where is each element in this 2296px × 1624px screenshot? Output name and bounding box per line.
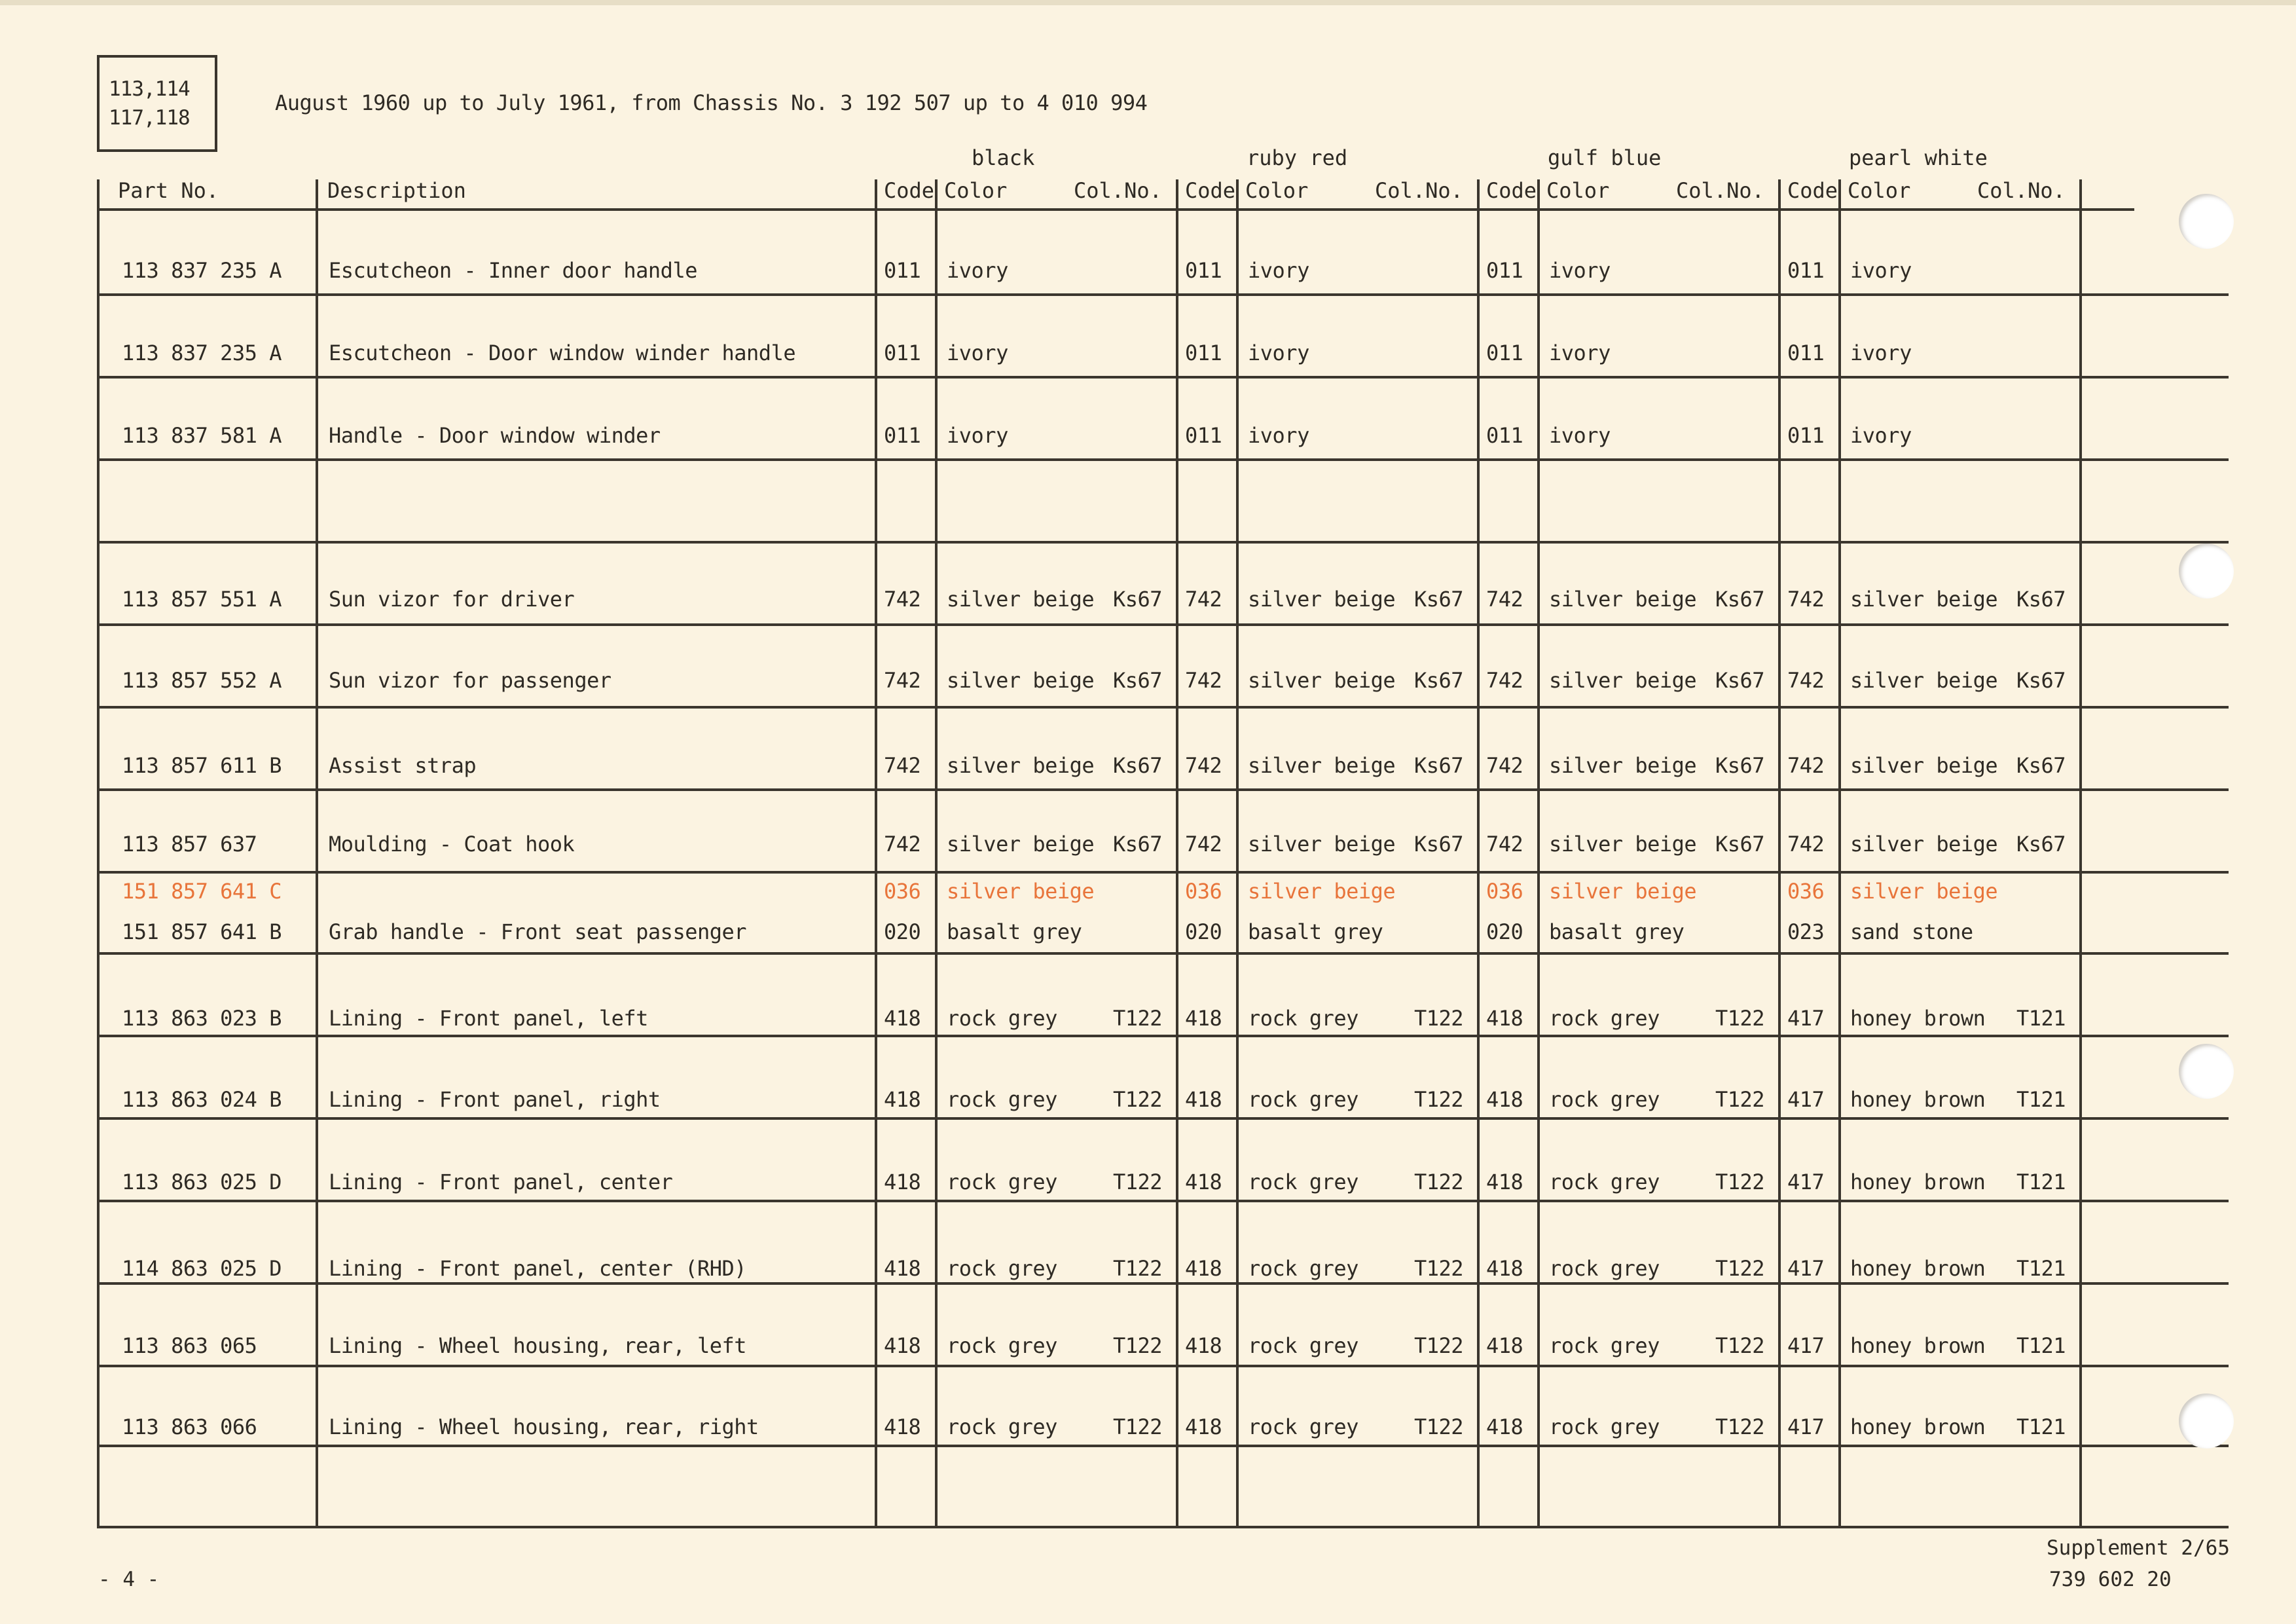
color-name-cell: ivory — [1248, 423, 1309, 448]
color-code: 011 — [1185, 258, 1222, 283]
part-number: 113 837 235 A — [122, 341, 282, 365]
col-number: T122 — [1113, 1414, 1163, 1439]
color-name-cell: honey brown — [1850, 1006, 1986, 1031]
color-code: 418 — [1185, 1414, 1222, 1439]
col-number: Ks67 — [2016, 832, 2066, 857]
model-line-2: 117,118 — [109, 106, 190, 130]
color-name-cell: honey brown — [1850, 1414, 1986, 1439]
color-name-cell: rock grey — [947, 1170, 1057, 1194]
color-name-cell: rock grey — [947, 1087, 1057, 1112]
color-name-cell: ivory — [1850, 341, 1912, 365]
part-description: Lining - Front panel, left — [329, 1006, 648, 1031]
color-name-cell: rock grey — [947, 1333, 1057, 1358]
part-number: 113 837 235 A — [122, 258, 282, 283]
color-code: 036 — [1486, 879, 1523, 904]
top-edge — [0, 0, 2296, 5]
color-name-cell: rock grey — [947, 1414, 1057, 1439]
color-code: 418 — [1185, 1333, 1222, 1358]
color-name-cell: rock grey — [1549, 1170, 1660, 1194]
color-name-cell: rock grey — [1248, 1006, 1358, 1031]
color-code: 418 — [1486, 1256, 1523, 1281]
color-name-cell: rock grey — [1248, 1414, 1358, 1439]
part-number: 113 863 066 — [122, 1414, 257, 1439]
color-name-cell: honey brown — [1850, 1256, 1986, 1281]
color-name-cell: ivory — [1549, 258, 1611, 283]
color-name-cell: ivory — [947, 258, 1008, 283]
part-description: Lining - Wheel housing, rear, right — [329, 1414, 759, 1439]
color-name-cell: silver beige — [947, 587, 1095, 612]
part-description: Grab handle - Front seat passenger — [329, 919, 747, 944]
color-code: 011 — [1486, 341, 1523, 365]
color-name-cell: silver beige — [1248, 587, 1396, 612]
header-description: Description — [327, 178, 466, 203]
color-code: 417 — [1787, 1333, 1825, 1358]
color-code: 036 — [884, 879, 921, 904]
column-divider — [1477, 179, 1480, 1526]
col-number: T121 — [2016, 1087, 2066, 1112]
col-number: T121 — [2016, 1414, 2066, 1439]
color-name-cell: honey brown — [1850, 1170, 1986, 1194]
header-color: Color — [944, 178, 1008, 203]
color-name-cell: ivory — [947, 341, 1008, 365]
col-number: Ks67 — [1113, 753, 1163, 778]
color-code: 742 — [1787, 587, 1825, 612]
part-description: Lining - Wheel housing, rear, left — [329, 1333, 747, 1358]
row-divider — [97, 376, 2229, 378]
header-color: Color — [1546, 178, 1610, 203]
column-divider — [1778, 179, 1781, 1526]
color-code: 011 — [1787, 423, 1825, 448]
col-number: Ks67 — [1414, 587, 1464, 612]
header-color: Color — [1245, 178, 1309, 203]
color-name-cell: honey brown — [1850, 1087, 1986, 1112]
color-code: 020 — [884, 919, 921, 944]
color-code: 418 — [1185, 1256, 1222, 1281]
color-name-cell: rock grey — [947, 1006, 1057, 1031]
color-code: 011 — [1486, 258, 1523, 283]
header-code: Code — [1185, 178, 1236, 203]
color-code: 011 — [884, 341, 921, 365]
row-divider — [97, 788, 2229, 791]
color-name-cell: silver beige — [1850, 668, 1998, 693]
page-title: August 1960 up to July 1961, from Chassis No. 3 192 507 up to 4 010 994 — [275, 90, 1148, 115]
color-code: 418 — [884, 1087, 921, 1112]
col-number: T122 — [1715, 1333, 1765, 1358]
paint-color-1: ruby red — [1247, 145, 1348, 170]
color-name-cell: rock grey — [1248, 1170, 1358, 1194]
col-number: Ks67 — [2016, 753, 2066, 778]
color-code: 011 — [1185, 341, 1222, 365]
color-code: 011 — [1486, 423, 1523, 448]
color-name-cell: silver beige — [1850, 753, 1998, 778]
color-name-cell: ivory — [1850, 258, 1912, 283]
color-name-cell: silver beige — [1549, 668, 1697, 693]
color-name-cell: sand stone — [1850, 919, 1973, 944]
col-number: T122 — [1113, 1333, 1163, 1358]
header-code: Code — [1486, 178, 1537, 203]
part-number: 113 857 551 A — [122, 587, 282, 612]
color-name-cell: rock grey — [1549, 1256, 1660, 1281]
col-number: Ks67 — [1113, 587, 1163, 612]
color-code: 417 — [1787, 1256, 1825, 1281]
col-number: Ks67 — [1414, 668, 1464, 693]
part-number: 113 837 581 A — [122, 423, 282, 448]
color-name-cell: silver beige — [947, 832, 1095, 857]
part-number: 113 857 552 A — [122, 668, 282, 693]
part-number: 113 863 025 D — [122, 1170, 282, 1194]
col-number: T122 — [1715, 1170, 1765, 1194]
col-number: T122 — [1715, 1087, 1765, 1112]
col-number: Ks67 — [1414, 753, 1464, 778]
part-description: Sun vizor for driver — [329, 587, 575, 612]
color-name-cell: honey brown — [1850, 1333, 1986, 1358]
col-number: T122 — [1414, 1414, 1464, 1439]
color-code: 020 — [1185, 919, 1222, 944]
color-code: 417 — [1787, 1414, 1825, 1439]
color-code: 742 — [1787, 668, 1825, 693]
col-number: T122 — [1113, 1006, 1163, 1031]
part-number: 151 857 641 B — [122, 919, 282, 944]
column-divider — [875, 179, 877, 1526]
row-divider — [97, 1526, 2229, 1528]
part-description: Escutcheon - Door window winder handle — [329, 341, 796, 365]
row-divider — [97, 1445, 2229, 1447]
color-name-cell: silver beige — [947, 879, 1095, 904]
header-col-no: Col.No. — [1074, 178, 1162, 203]
column-divider — [1537, 179, 1540, 1526]
color-code: 742 — [1486, 753, 1523, 778]
col-number: Ks67 — [1113, 668, 1163, 693]
row-divider — [97, 208, 2134, 211]
color-name-cell: rock grey — [1549, 1414, 1660, 1439]
header-color: Color — [1848, 178, 1911, 203]
supplement-label: Supplement 2/65 — [2047, 1536, 2230, 1560]
paint-color-3: pearl white — [1849, 145, 1988, 170]
paint-color-0: black — [972, 145, 1035, 170]
color-code: 417 — [1787, 1170, 1825, 1194]
color-code: 418 — [1486, 1006, 1523, 1031]
color-code: 742 — [1185, 587, 1222, 612]
color-name-cell: silver beige — [1248, 668, 1396, 693]
col-number: T122 — [1715, 1414, 1765, 1439]
binder-hole — [2179, 194, 2234, 249]
color-code: 011 — [884, 423, 921, 448]
part-number: 113 863 023 B — [122, 1006, 282, 1031]
color-name-cell: ivory — [1549, 423, 1611, 448]
color-code: 742 — [884, 832, 921, 857]
color-code: 742 — [1787, 832, 1825, 857]
color-name-cell: rock grey — [1248, 1333, 1358, 1358]
row-divider — [97, 623, 2229, 626]
col-number: Ks67 — [1414, 832, 1464, 857]
part-description: Lining - Front panel, center — [329, 1170, 673, 1194]
color-code: 418 — [1486, 1414, 1523, 1439]
color-name-cell: ivory — [1248, 341, 1309, 365]
header-col-no: Col.No. — [1375, 178, 1463, 203]
color-name-cell: ivory — [1248, 258, 1309, 283]
col-number: T122 — [1715, 1256, 1765, 1281]
color-code: 742 — [1787, 753, 1825, 778]
col-number: T122 — [1113, 1087, 1163, 1112]
color-code: 418 — [1185, 1006, 1222, 1031]
color-name-cell: basalt grey — [1549, 919, 1685, 944]
part-number: 113 857 637 — [122, 832, 257, 857]
color-name-cell: silver beige — [1850, 832, 1998, 857]
color-name-cell: silver beige — [947, 668, 1095, 693]
color-code: 011 — [1185, 423, 1222, 448]
color-code: 011 — [884, 258, 921, 283]
color-code: 742 — [884, 668, 921, 693]
color-code: 418 — [1185, 1170, 1222, 1194]
color-code: 418 — [1486, 1333, 1523, 1358]
column-divider — [316, 179, 318, 1526]
row-divider — [97, 541, 2229, 544]
row-divider — [97, 1035, 2229, 1037]
color-name-cell: silver beige — [947, 753, 1095, 778]
column-divider — [1236, 179, 1239, 1526]
col-number: T121 — [2016, 1006, 2066, 1031]
col-number: Ks67 — [1715, 832, 1765, 857]
document-number: 739 602 20 — [2049, 1568, 2172, 1591]
row-divider — [97, 1200, 2229, 1202]
color-code: 418 — [884, 1256, 921, 1281]
color-code: 020 — [1486, 919, 1523, 944]
color-name-cell: rock grey — [947, 1256, 1057, 1281]
col-number: T122 — [1113, 1256, 1163, 1281]
color-code: 036 — [1185, 879, 1222, 904]
column-divider — [1838, 179, 1841, 1526]
header-col-no: Col.No. — [1977, 178, 2066, 203]
color-code: 036 — [1787, 879, 1825, 904]
header-code: Code — [884, 178, 935, 203]
row-divider — [97, 1282, 2229, 1285]
col-number: T121 — [2016, 1256, 2066, 1281]
color-code: 742 — [1486, 832, 1523, 857]
color-code: 742 — [1185, 668, 1222, 693]
color-code: 742 — [1185, 832, 1222, 857]
row-divider — [97, 1117, 2229, 1120]
color-code: 011 — [1787, 341, 1825, 365]
color-code: 417 — [1787, 1087, 1825, 1112]
binder-hole — [2179, 544, 2234, 599]
color-name-cell: silver beige — [1248, 753, 1396, 778]
color-name-cell: rock grey — [1248, 1087, 1358, 1112]
part-description: Sun vizor for passenger — [329, 668, 611, 693]
column-divider — [97, 179, 100, 1526]
part-description: Assist strap — [329, 753, 477, 778]
col-number: Ks67 — [1715, 668, 1765, 693]
color-name-cell: silver beige — [1549, 879, 1697, 904]
color-code: 742 — [1486, 668, 1523, 693]
col-number: T122 — [1414, 1087, 1464, 1112]
color-code: 418 — [884, 1006, 921, 1031]
color-code: 417 — [1787, 1006, 1825, 1031]
color-code: 418 — [884, 1170, 921, 1194]
row-divider — [97, 952, 2229, 955]
header-col-no: Col.No. — [1676, 178, 1764, 203]
part-number: 151 857 641 C — [122, 879, 282, 904]
part-number: 113 857 611 B — [122, 753, 282, 778]
color-name-cell: basalt grey — [1248, 919, 1383, 944]
row-divider — [97, 871, 2229, 874]
color-name-cell: silver beige — [1850, 879, 1998, 904]
row-divider — [97, 458, 2229, 461]
color-code: 418 — [1185, 1087, 1222, 1112]
color-code: 742 — [884, 587, 921, 612]
column-divider — [2079, 179, 2082, 1526]
color-code: 742 — [884, 753, 921, 778]
col-number: T122 — [1414, 1256, 1464, 1281]
color-code: 742 — [1486, 587, 1523, 612]
part-number: 113 863 065 — [122, 1333, 257, 1358]
row-divider — [97, 293, 2229, 296]
color-name-cell: silver beige — [1850, 587, 1998, 612]
binder-hole — [2179, 1044, 2234, 1099]
column-divider — [1176, 179, 1178, 1526]
model-number-box — [97, 55, 217, 152]
row-divider — [97, 706, 2229, 709]
col-number: Ks67 — [2016, 668, 2066, 693]
color-name-cell: rock grey — [1549, 1006, 1660, 1031]
col-number: T122 — [1414, 1006, 1464, 1031]
part-description: Escutcheon - Inner door handle — [329, 258, 697, 283]
part-description: Lining - Front panel, center (RHD) — [329, 1256, 747, 1281]
color-code: 418 — [1486, 1087, 1523, 1112]
color-name-cell: rock grey — [1549, 1333, 1660, 1358]
color-name-cell: ivory — [1549, 341, 1611, 365]
binder-hole — [2179, 1393, 2234, 1449]
color-code: 418 — [884, 1333, 921, 1358]
color-name-cell: silver beige — [1549, 587, 1697, 612]
col-number: Ks67 — [1715, 587, 1765, 612]
color-code: 418 — [1486, 1170, 1523, 1194]
color-name-cell: rock grey — [1248, 1256, 1358, 1281]
color-code: 023 — [1787, 919, 1825, 944]
color-name-cell: silver beige — [1549, 832, 1697, 857]
col-number: T122 — [1414, 1170, 1464, 1194]
color-name-cell: basalt grey — [947, 919, 1082, 944]
color-name-cell: ivory — [1850, 423, 1912, 448]
row-divider — [97, 1365, 2229, 1367]
color-name-cell: silver beige — [1549, 753, 1697, 778]
paint-color-2: gulf blue — [1548, 145, 1662, 170]
col-number: T122 — [1113, 1170, 1163, 1194]
col-number: T122 — [1414, 1333, 1464, 1358]
col-number: T121 — [2016, 1170, 2066, 1194]
model-line-1: 113,114 — [109, 77, 190, 101]
part-description: Lining - Front panel, right — [329, 1087, 661, 1112]
color-code: 011 — [1787, 258, 1825, 283]
part-number: 113 863 024 B — [122, 1087, 282, 1112]
part-description: Moulding - Coat hook — [329, 832, 575, 857]
col-number: Ks67 — [1715, 753, 1765, 778]
part-number: 114 863 025 D — [122, 1256, 282, 1281]
col-number: T122 — [1715, 1006, 1765, 1031]
column-divider — [935, 179, 938, 1526]
color-code: 742 — [1185, 753, 1222, 778]
header-part-no: Part No. — [118, 178, 219, 203]
col-number: Ks67 — [2016, 587, 2066, 612]
color-code: 418 — [884, 1414, 921, 1439]
header-code: Code — [1787, 178, 1838, 203]
part-description: Handle - Door window winder — [329, 423, 661, 448]
page-number: - 4 - — [98, 1568, 160, 1591]
color-name-cell: ivory — [947, 423, 1008, 448]
color-name-cell: silver beige — [1248, 832, 1396, 857]
col-number: Ks67 — [1113, 832, 1163, 857]
color-name-cell: silver beige — [1248, 879, 1396, 904]
color-name-cell: rock grey — [1549, 1087, 1660, 1112]
col-number: T121 — [2016, 1333, 2066, 1358]
